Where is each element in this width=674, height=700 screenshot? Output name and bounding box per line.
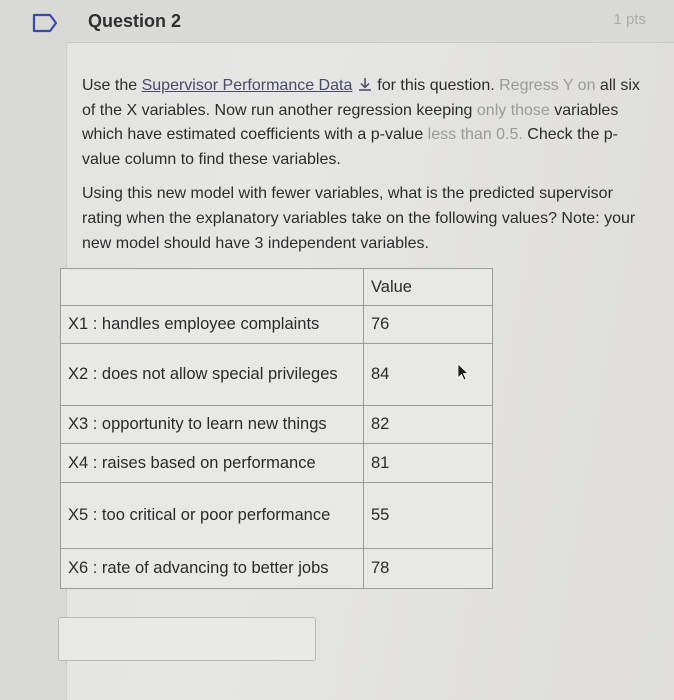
table-header-value: Value: [364, 269, 493, 306]
instructions-text: for this question.: [372, 77, 500, 94]
table-header-blank: [61, 269, 364, 306]
download-icon[interactable]: [357, 77, 373, 91]
instructions-text: less than 0.5.: [427, 126, 523, 143]
instructions-text: only those: [476, 101, 550, 119]
answer-input[interactable]: [58, 617, 316, 661]
question-gutter: [0, 0, 66, 700]
variable-value: 81: [364, 444, 493, 483]
table-row: [61, 444, 493, 483]
variable-label: X6 : rate of advancing to better jobs: [61, 549, 364, 589]
table-row: [61, 344, 493, 406]
question-title: Question 2: [88, 11, 182, 31]
variable-value: 82: [364, 406, 493, 444]
instructions-text: Regress Y on: [499, 77, 596, 94]
variable-label: X2 : does not allow special privileges: [61, 344, 364, 406]
variable-value: 78: [364, 549, 493, 589]
variable-value: 76: [364, 306, 493, 344]
table-row: [61, 483, 493, 549]
variable-label: X4 : raises based on performance: [61, 444, 364, 483]
bookmark-flag-icon[interactable]: [31, 12, 59, 34]
variable-label: X1 : handles employee complaints: [61, 306, 364, 344]
table-row: [61, 406, 493, 444]
table-row: [61, 549, 493, 589]
table-header-row: [61, 269, 493, 306]
instructions-text: Use the: [82, 77, 142, 94]
variable-value: 55: [364, 483, 493, 549]
question-points: 1 pts: [613, 11, 646, 28]
variable-label: X3 : opportunity to learn new things: [61, 406, 364, 444]
question-prompt: Using this new model with fewer variables, what is the predicted supervisor rating when the explanatory variables take on the following values? Note: your new model should have 3 independent variables.: [82, 185, 636, 252]
table-row: [61, 306, 493, 344]
instructions-text: variables which have estimated coefficients with a p-value: [82, 101, 619, 143]
mouse-cursor-icon: [456, 363, 470, 381]
values-table: [60, 268, 493, 589]
instructions-paragraph: [82, 74, 642, 172]
variable-value: 84: [364, 344, 493, 406]
instructions-text: all six of the X variables. Now run another regression keeping: [82, 77, 640, 119]
supervisor-data-link[interactable]: Supervisor Performance Data: [141, 77, 353, 94]
variable-label: X5 : too critical or poor performance: [61, 483, 364, 549]
instructions-text: Check the p-value column to find these variables.: [82, 126, 619, 168]
